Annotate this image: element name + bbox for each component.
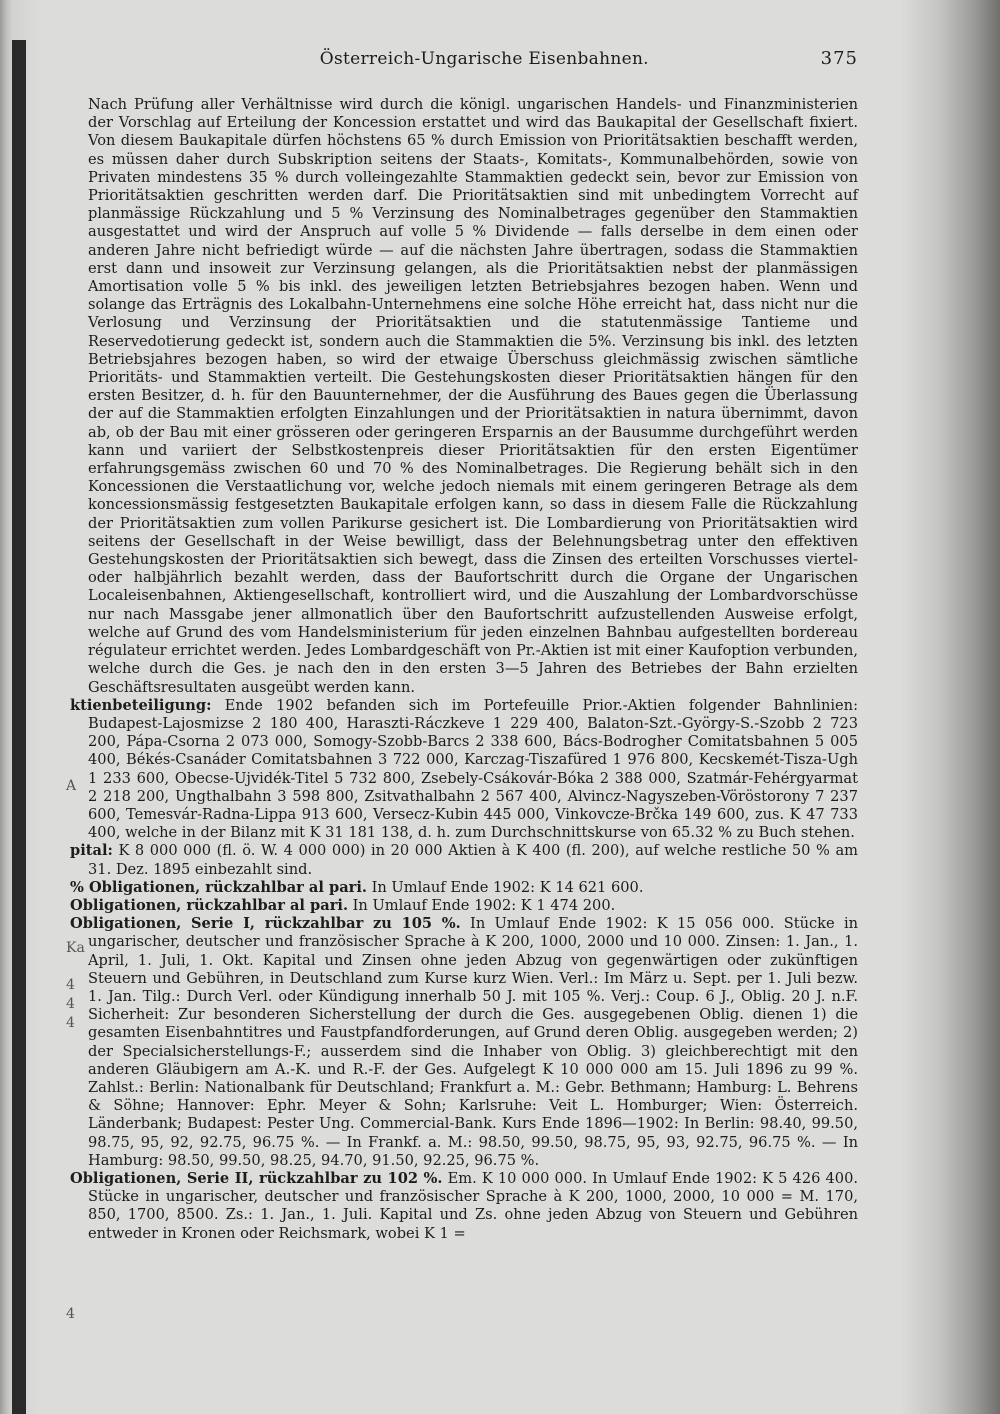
margin-mark: 4 (66, 1015, 75, 1031)
section-text: Em. K 10 000 000. In Umlauf Ende 1902: K 5 426 400. Stücke in ungarischer, deutscher und französischer Sprache à K 200, 1000, 2000, 10 000 = M. 170, 850, 1700, 8500. Zs.: 1. Jan., 1. Juli. Kapital und Zs. ohne jeden Abzug von Steuern und Gebühren entweder in Kronen oder Reichsmark, wobei K 1 = (88, 1169, 858, 1242)
section-heading: Obligationen, Serie II, rückzahlbar zu 102 %. (70, 1169, 443, 1187)
section-heading: ktienbeteiligung: (70, 696, 212, 714)
section-heading: Obligationen, Serie I, rückzahlbar zu 105 %. (70, 915, 461, 933)
section-text: Ende 1902 befanden sich im Portefeuille Prior.-Aktien folgender Bahnlinien: Budapest-Lajosmizse 2 180 400, Haraszti-Ráczkeve 1 229 400, Balaton-Szt.-György-S.-Szobb 2 723 200, Pápa-Csorna 2 073 000, Somogy-Szobb-Barcs 2 338 600, Bács-Bodrogher Comitatsbahnen 5 005 400, Békés-Csanáder Comitatsbahnen 3 722 000, Karczag-Tiszafüred 1 976 800, Kecskemét-Tisza-Ugh 1 233 600, Obecse-Ujvidék-Titel 5 732 800, Zsebely-Csákovár-Bóka 2 388 000, Szatmár-Fehérgyarmat 2 218 200, Ungthalbahn 3 598 800, Zsitvathalbahn 2 567 400, Alvincz-Nagyszeben-Vöröstorony 7 237 600, Temesvár-Radna-Lippa 913 600, Versecz-Kubin 445 000, Vinkovcze-Brčka 149 600, zus. K 47 733 400, welche in der Bilanz mit K 31 181 138, d. h. zum Durchschnittskurse von 65.32 % zu Buch stehen. (88, 696, 858, 842)
section-text: In Umlauf Ende 1902: K 1 474 200. (348, 896, 616, 914)
section-aktienbeteiligung (70, 696, 858, 843)
section-obligationen-2 (70, 896, 858, 915)
margin-mark: Ka (66, 940, 85, 956)
running-title: Österreich-Ungarische Eisenbahnen. (319, 49, 649, 69)
section-heading: % Obligationen, rückzahlbar al pari. (70, 878, 367, 896)
page-number: 375 (820, 48, 858, 69)
section-text: K 8 000 000 (fl. ö. W. 4 000 000) in 20 000 Aktien à K 400 (fl. 200), auf welche restliche 50 % am 31. Dez. 1895 einbezahlt sind. (88, 842, 858, 878)
section-obligationen-serie-1 (70, 915, 859, 1170)
margin-mark: 4 (66, 996, 75, 1012)
section-text: In Umlauf Ende 1902: K 14 621 600. (366, 878, 644, 896)
section-obligationen-serie-2 (70, 1169, 858, 1243)
document-page (70, 48, 859, 1398)
book-binding-shadow (12, 40, 26, 1414)
margin-mark: A (66, 778, 77, 794)
section-heading: pital: (70, 842, 113, 860)
section-text: In Umlauf Ende 1902: K 15 056 000. Stücke in ungarischer, deutscher und französischer Sprache à K 200, 1000, 2000 und 10 000. Zinsen: 1. Jan., 1. April, 1. Juli, 1. Okt. Kapital und Zinsen ohne jeden Abzug von gegenwärtigen oder zukünftigen Steuern und Gebühren, in Deutschland zum Kurse kurz Wien. Verl.: Im März u. Sept. per 1. Juli bezw. 1. Jan. Tilg.: Durch Verl. oder Kündigung innerhalb 50 J. mit 105 %. Verj.: Coup. 6 J., Oblig. 20 J. n.F. Sicherheit: Zur besonderen Sicherstellung der durch die Ges. ausgegebenen Oblig. dienen 1) die gesamten Eisenbahntitres und Faustpfandforderungen, auf Grund deren Oblig. ausgegeben werden; 2) der Specialsicherstellungs-F.; ausserdem sind die Inhaber von Oblig. 3) gleichberechtigt mit den anderen Gläubigern am A.-K. und R.-F. der Ges. Aufgelegt K 10 000 000 am 15. Juli 1896 zu 99 %. Zahlst.: Berlin: Nationalbank für Deutschland; Frankfurt a. M.: Gebr. Bethmann; Hamburg: L. Behrens & Söhne; Hannover: Ephr. Meyer & Sohn; Karlsruhe: Veit L. Homburger; Wien: Österreich. Länderbank; Budapest: Pester Ung. Commercial-Bank. Kurs Ende 1896—1902: In Berlin: 98.40, 99.50, 98.75, 95, 92, 92.75, 96.75 %. — In Frankf. a. M.: 98.50, 99.50, 98.75, 95, 93, 92.75, 96.75 %. — In Hamburg: 98.50, 99.50, 98.25, 94.70, 91.50, 92.25, 96.75 %. (88, 915, 859, 1169)
running-header (88, 48, 858, 78)
section-obligationen-1 (70, 878, 858, 897)
section-kapital (70, 842, 858, 878)
section-heading: Obligationen, rückzahlbar al pari. (70, 896, 349, 914)
margin-mark: 4 (66, 977, 75, 993)
body-paragraph: Nach Prüfung aller Verhältnisse wird durch die königl. ungarischen Handels- und Finanzministerien der Vorschlag auf Erteilung der Koncession erstattet und wird das Baukapital der Gesellschaft fixiert. Von diesem Baukapitale dürfen höchstens 65 % durch Emission von Prioritätsaktien beschafft werden, es müssen daher durch Subskription seitens der Staats-, Komitats-, Kommunalbehörden, sowie von Privaten mindestens 35 % durch volleingezahlte Stammaktien gedeckt sein, bevor zur Emission von Prioritätsaktien geschritten werden darf. Die Prioritätsaktien sind mit unbedingtem Vorrecht auf planmässige Rückzahlung und 5 % Verzinsung des Nominalbetrages gegenüber den Stammaktien ausgestattet und wird der Anspruch auf volle 5 % Dividende — falls derselbe in dem einen oder anderen Jahre nicht befriedigt würde — auf die nächsten Jahre übertragen, sodass die Stammaktien erst dann und insoweit zur Verzinsung gelangen, als die Prioritätsaktien nebst der planmässigen Amortisation volle 5 % bis inkl. des jeweiligen letzten Betriebsjahres bezogen haben. Wenn und solange das Erträgnis des Lokalbahn-Unternehmens eine solche Höhe erreicht hat, dass nicht nur die Verlosung und Verzinsung der Prioritätsaktien und die statutenmässige Tantieme und Reservedotierung gedeckt ist, sondern auch die Stammaktien die 5%. Verzinsung bis inkl. des letzten Betriebsjahres bezogen haben, so wird der etwaige Überschuss gleichmässig zwischen sämtliche Prioritäts- und Stammaktien verteilt. Die Gestehungskosten dieser Prioritätsaktien hängen für den ersten Besitzer, d. h. für den Bauunternehmer, der die Ausführung des Baues gegen die Überlassung der auf die Stammaktien erfolgten Einzahlungen und der Prioritätsaktien in natura übernimmt, davon ab, ob der Bau mit einer grösseren oder geringeren Ersparnis an der Bausumme durchgeführt werden kann und variiert der Selbstkostenpreis dieser Prioritätsaktien für den ersten Eigentümer erfahrungsgemäss zwischen 60 und 70 % des Nominalbetrages. Die Regierung behält sich in den Koncessionen die Verstaatlichung vor, welche jedoch niemals mit einem geringeren Betrage als dem koncessionsmässig festgesetzten Baukapitale erfolgen kann, so dass in diesem Falle die Rückzahlung der Prioritätsaktien zum vollen Parikurse gesichert ist. Die Lombardierung von Prioritätsaktien wird seitens der Gesellschaft in der Weise bewilligt, dass der Belehnungsbetrag unter den effektiven Gestehungskosten der Prioritätsaktien sich bewegt, dass die Zinsen des erteilten Vorschusses viertel- oder halbjährlich bezahlt werden, dass der Baufortschritt durch die Organe der Ungarischen Localeisenbahnen, Aktiengesellschaft, kontrolliert wird, und die Auszahlung der Lombardvorschüsse nur nach Massgabe jener allmonatlich über den Baufortschritt aufzustellenden Ausweise erfolgt, welche auf Grund des vom Handelsministerium für jeden einzelnen Bahnbau aufgestellten bordereau régulateur errichtet werden. Jedes Lombardgeschäft von Pr.-Aktien ist mit einer Kaufoption verbunden, welche durch die Ges. je nach den in den ersten 3—5 Jahren des Betriebes der Bahn erzielten Geschäftsresultaten ausgeübt werden kann. (88, 96, 858, 696)
margin-mark: 4 (66, 1306, 75, 1322)
